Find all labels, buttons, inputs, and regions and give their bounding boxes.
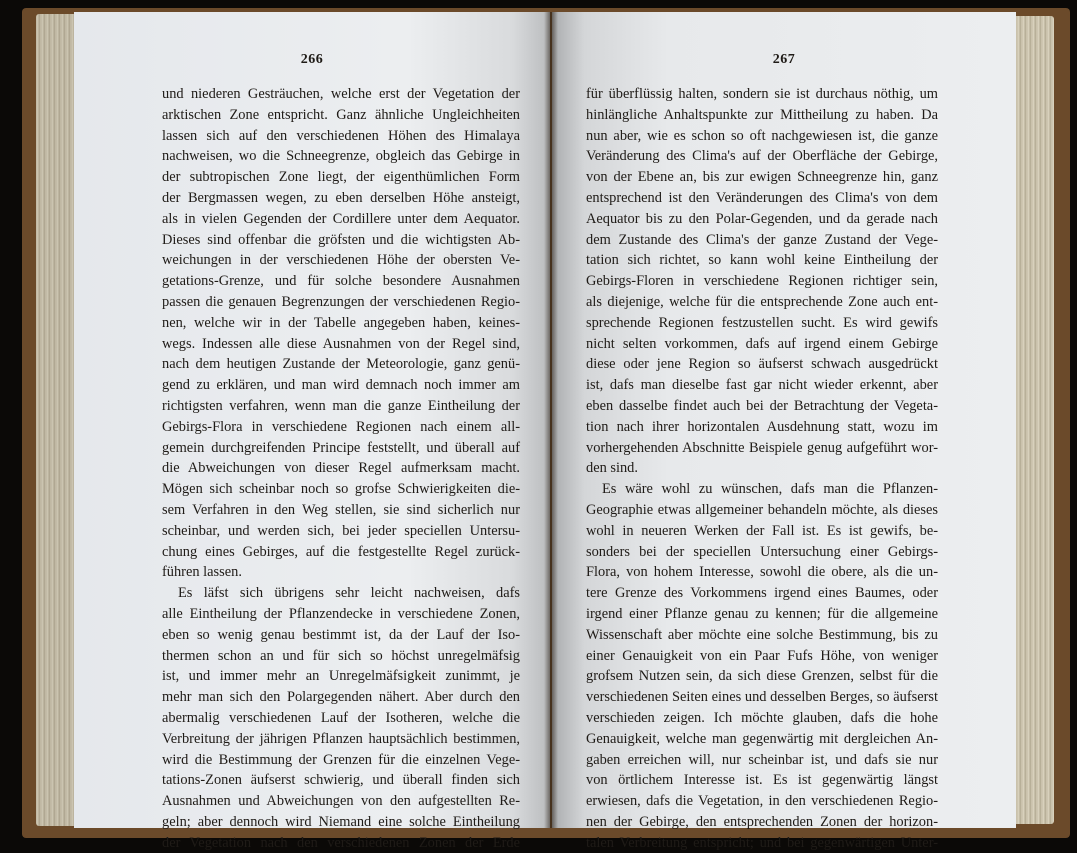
text-line: Genauigkeit, welche man gegenwärtig mit dergleichen An- [586, 730, 938, 747]
text-line: grofsem Nutzen sein, da sich diese Grenzen, selbst für die [586, 668, 938, 685]
book-gutter [544, 12, 558, 828]
text-line: lassen sich auf den verschiedenen Höhen des Himalaya [162, 127, 520, 144]
text-line: erwiesen, dafs die Vegetation, in den verschiedenen Regio- [586, 793, 938, 810]
text-line: hinlängliche Anhaltspunkte zur Mittheilung zu haben. Da [586, 106, 938, 123]
text-line: tations-Zonen äufserst schwierig, und überall finden sich [162, 772, 520, 789]
text-line: tion nach ihrer horizontalen Ausdehnung statt, wozu im [586, 418, 938, 435]
text-line: irgend einer Pflanze genau zu kennen; für die allgemeine [586, 605, 938, 622]
text-line: richtigsten verfahren, wenn man die ganze Eintheilung der [162, 397, 520, 414]
text-line: talen Verbreitung entspricht; und bei gegenwärtigen Unter- [586, 834, 938, 851]
right-page-text [586, 84, 938, 853]
text-line: scheinbar, und werden sich, bei jeder speciellen Untersu- [162, 522, 520, 539]
text-line: sonders bei der speciellen Untersuchung einer Gebirgs- [586, 543, 938, 560]
text-line: abermalig verschiedenen Lauf der Isotheren, welche die [162, 709, 520, 726]
text-line: den sind. [586, 460, 638, 477]
text-line: nicht selten vorkommen, dafs auf irgend einem Gebirge [586, 335, 938, 352]
text-line: diese oder jene Region so äufserst schwach ausgedrückt [586, 356, 938, 373]
text-line: als diejenige, welche für die entsprechende Zone auch ent- [586, 293, 938, 310]
text-line: geln; aber dennoch wird Niemand eine solche Eintheilung [162, 813, 520, 830]
text-line: arktischen Zone entspricht. Ganz ähnliche Ungleichheiten [162, 106, 520, 123]
text-line: die Abweichungen von dieser Regel aufmerksam macht. [162, 460, 520, 477]
text-line: Dieses sind offenbar die gröfsten und die wichtigsten Ab- [162, 231, 520, 248]
text-line: Gebirgs-Floren in verschiedene Regionen richtiger sein, [586, 273, 938, 290]
text-line: thermen schon an und für sich so höchst unregelmäfsig [162, 647, 520, 664]
text-line: dem Zustande des Clima's der ganze Zustand der Vege- [586, 231, 938, 248]
text-line: Flora, von hohem Interesse, sowohl die obere, als die un- [586, 564, 938, 581]
text-line: ist, und immer mehr an Unregelmäfsigkeit zunimmt, je [162, 668, 520, 685]
text-line: sem Verfahren in den Weg stellen, sie sind sicherlich nur [162, 501, 520, 518]
text-line: führen lassen. [162, 564, 242, 581]
text-line: eben so wenig genau bestimmt ist, da der Lauf der Iso- [162, 626, 520, 643]
text-line: nach dem heutigen Zustande der Meteorologie, ganz genü- [162, 356, 520, 373]
text-line: wohl in neueren Werken der Fall ist. Es ist gewifs, be- [586, 522, 938, 539]
text-line: chung eines Gebirges, auf die festgestellte Regel zurück- [162, 543, 520, 560]
text-line: tere Grenze des Vorkommens irgend eines Baumes, oder [586, 585, 938, 602]
text-line: Wissenschaft aber möchte eine solche Bestimmung, bis zu [586, 626, 938, 643]
text-line: der Vegetation nach den verschiedenen Zonen der Erde [162, 834, 520, 851]
text-line: verschiedenen Seiten eines und desselben Berges, so äufserst [586, 689, 938, 706]
right-page [552, 12, 1016, 851]
text-line: Es wäre wohl zu wünschen, dafs man die Pflanzen- [602, 481, 938, 498]
text-line: wegs. Indessen alle diese Ausnahmen von der Regel sind, [162, 335, 520, 352]
text-line: Es läfst sich übrigens sehr leicht nachweisen, dafs [178, 585, 520, 602]
text-line: passen die genauen Begrenzungen der verschiedenen Regio- [162, 293, 520, 310]
text-line: mehr man sich den Polargegenden nähert. Aber durch den [162, 689, 520, 706]
page-number-right: 267 [772, 52, 796, 67]
text-line: Geographie etwas allgemeiner behandeln möchte, als dieses [586, 501, 938, 518]
text-line: gaben erreichen will, nur scheinbar ist, und dafs sie nur [586, 751, 938, 768]
text-line: Mögen sich scheinbar noch so grofse Schwierigkeiten die- [162, 481, 520, 498]
left-page [74, 12, 550, 851]
text-line: gemein durchgreifenden Principe feststellt, und überall auf [162, 439, 520, 456]
text-line: einer Genauigkeit von ein Paar Fufs Höhe, von weniger [586, 647, 938, 664]
text-line: getations-Grenze, und für solche besondere Ausnahmen [162, 273, 520, 290]
text-line: von örtlichem Interesse ist. Es ist gegenwärtig längst [586, 772, 938, 789]
text-line: gend zu erklären, und man wird demnach noch immer am [162, 377, 520, 394]
text-line: tation sich richtet, so kann wohl keine Eintheilung der [586, 252, 938, 269]
text-line: für überflüssig halten, sondern sie ist durchaus nöthig, um [586, 86, 938, 102]
page-number-left: 266 [300, 52, 324, 67]
text-line: Verbreitung der jährigen Pflanzen hauptsächlich bestimmen, [162, 730, 520, 747]
text-line: nen, welche wir in der Tabelle angegeben haben, keines- [162, 314, 520, 331]
text-line: nachweisen, wo die Schneegrenze, obgleich das Gebirge in [162, 148, 520, 165]
text-line: sprechende Regionen festzustellen sucht. Es wird gewifs [586, 314, 938, 331]
text-line: Aequator bis zu den Polar-Gegenden, und da gerade nach [586, 210, 938, 227]
text-line: weichungen in der verschiedenen Höhe der obersten Ve- [162, 252, 520, 269]
text-line: nen der Gebirge, den entsprechenden Zonen der horizon- [586, 813, 938, 830]
right-page-edges [1012, 16, 1054, 824]
text-line: Ausnahmen und Abweichungen von den aufgestellten Re- [162, 793, 520, 810]
text-line: ist, dafs man dieselbe fast gar nicht wieder erkennt, aber [586, 377, 938, 394]
text-line: alle Eintheilung der Pflanzendecke in verschiedene Zonen, [162, 605, 520, 622]
text-line: entsprechend ist den Veränderungen des Clima's von dem [586, 189, 938, 206]
text-line: Gebirgs-Flora in verschiedene Regionen nach einem all- [162, 418, 520, 435]
text-line: verschieden zeigen. Ich möchte glauben, dafs die hohe [586, 709, 938, 726]
text-line: als in vielen Gegenden der Cordillere unter dem Aequator. [162, 210, 520, 227]
text-line: von der Ebene an, bis zur ewigen Schneegrenze hin, ganz [586, 169, 938, 186]
left-page-text [162, 84, 520, 853]
text-line: der subtropischen Zone liegt, der eigenthümlichen Form [162, 169, 520, 186]
text-line: Veränderung des Clima's auf der Oberfläche der Gebirge, [586, 148, 938, 165]
text-line: eben dasselbe findet auch bei der Betrachtung der Vegeta- [586, 397, 938, 414]
text-line: nun aber, wie es schon so oft nachgewiesen ist, die ganze [586, 127, 938, 144]
text-line: der Bergmassen wegen, zu eben derselben Höhe ansteigt, [162, 189, 520, 206]
text-line: wird die Bestimmung der Grenzen für die einzelnen Vege- [162, 751, 520, 768]
text-line: vorhergehenden Abschnitte Beispiele genug aufgeführt wor- [586, 439, 938, 456]
text-line: und niederen Gesträuchen, welche erst der Vegetation der [162, 86, 520, 102]
